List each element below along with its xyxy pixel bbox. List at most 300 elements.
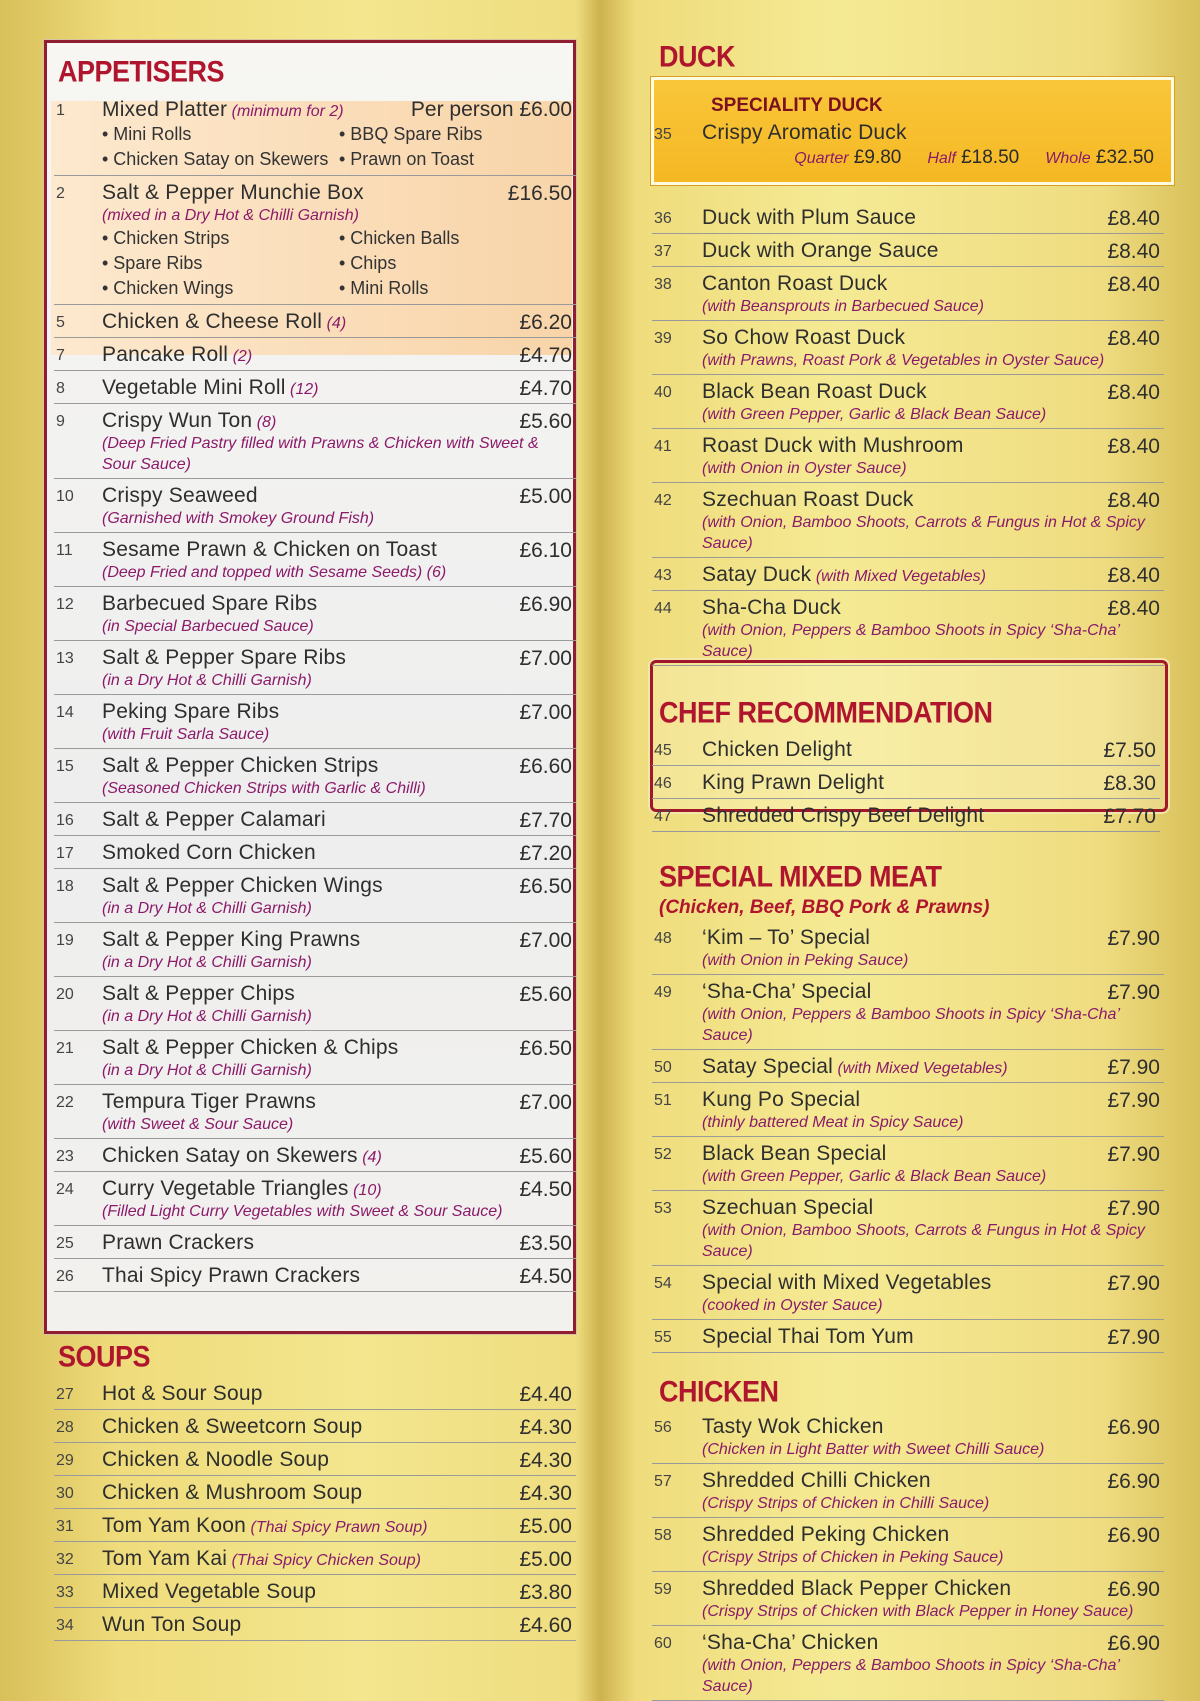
menu-item <box>54 836 576 869</box>
item-note: (with Prawns, Roast Pork & Vegetables in Oyster Sauce) <box>702 352 1105 369</box>
item-name: Duck with Orange Sauce <box>702 239 939 262</box>
whole-label: Whole <box>1045 150 1091 167</box>
menu-item <box>54 695 576 749</box>
menu-item <box>54 479 576 533</box>
menu-item <box>652 1410 1164 1464</box>
item-price: £6.50 <box>519 1037 572 1060</box>
menu-item <box>54 533 576 587</box>
item-price: £6.60 <box>519 755 572 778</box>
menu-item <box>54 338 576 371</box>
item-name: Shredded Chilli Chicken <box>702 1469 931 1492</box>
item-price: £5.60 <box>519 410 572 433</box>
item-note: (in a Dry Hot & Chilli Garnish) <box>102 1062 312 1079</box>
chef-section <box>652 696 1164 832</box>
item-note: (Seasoned Chicken Strips with Garlic & Chilli) <box>102 780 426 797</box>
item-price: £5.00 <box>519 485 572 508</box>
item-price: £5.60 <box>519 983 572 1006</box>
duck-list <box>652 201 1164 666</box>
item-note: (with Sweet & Sour Sauce) <box>102 1116 294 1133</box>
item-price: £7.70 <box>1103 805 1156 828</box>
item-note: (Garnished with Smokey Ground Fish) <box>102 510 375 527</box>
bullet: • Chicken Strips <box>102 228 230 248</box>
item-name: Black Bean Special <box>702 1142 887 1165</box>
item-price: £7.90 <box>1107 1143 1160 1166</box>
item-name: Barbecued Spare Ribs <box>102 592 318 615</box>
item-name: Thai Spicy Prawn Crackers <box>102 1264 361 1287</box>
item-name: Salt & Pepper Spare Ribs <box>102 646 347 669</box>
menu-item <box>54 869 576 923</box>
item-note: (with Green Pepper, Garlic & Black Bean Sauce) <box>702 1168 1047 1185</box>
item-note: (with Onion, Bamboo Shoots, Carrots & Fungus in Hot & Spicy Sauce) <box>702 514 1145 552</box>
item-number: 18 <box>56 878 74 895</box>
item-price: £16.50 <box>507 182 572 205</box>
item-note: (Deep Fried and topped with Sesame Seeds) (6) <box>102 564 447 581</box>
item-name: Salt & Pepper Munchie Box <box>102 181 364 204</box>
item-inline-note: (with Mixed Vegetables) <box>837 1060 1008 1077</box>
item-note: (thinly battered Meat in Spicy Sauce) <box>702 1114 964 1131</box>
bullet: • Chips <box>339 253 397 273</box>
item-number: 41 <box>654 438 672 455</box>
item-number: 52 <box>654 1146 672 1163</box>
item-number: 36 <box>654 210 672 227</box>
bullet: • Chicken Wings <box>102 278 234 298</box>
item-price: £3.50 <box>519 1232 572 1255</box>
item-name: ‘Kim – To’ Special <box>702 926 871 949</box>
item-price: £7.90 <box>1107 1326 1160 1349</box>
item-price: £6.90 <box>519 593 572 616</box>
bullet: • Spare Ribs <box>102 253 203 273</box>
bullet: • Chicken Balls <box>339 228 460 248</box>
bullet: • Prawn on Toast <box>339 149 475 169</box>
soups-list <box>54 1377 576 1641</box>
item-number: 33 <box>56 1584 74 1601</box>
item-number: 13 <box>56 650 74 667</box>
item-inline-note: (2) <box>232 348 253 365</box>
item-name: Tasty Wok Chicken <box>702 1415 884 1438</box>
item-price: £7.50 <box>1103 739 1156 762</box>
item-price: £7.00 <box>519 647 572 670</box>
menu-item <box>54 404 576 479</box>
item-price: £7.00 <box>519 1091 572 1114</box>
item-note: (with Fruit Sarla Sauce) <box>102 726 270 743</box>
item-note: (with Beansprouts in Barbecued Sauce) <box>702 298 984 315</box>
item-number: 11 <box>56 542 73 559</box>
menu-item <box>652 234 1164 267</box>
item-price: £4.30 <box>519 1449 572 1472</box>
item-name: Shredded Crispy Beef Delight <box>702 804 985 827</box>
item-number: 9 <box>56 413 65 430</box>
item-name: Chicken Delight <box>702 738 853 761</box>
item-number: 32 <box>56 1551 74 1568</box>
bullet: • Mini Rolls <box>339 278 429 298</box>
menu-item <box>54 96 576 176</box>
item-number: 55 <box>654 1329 672 1346</box>
menu-item <box>54 1476 576 1509</box>
menu-item <box>54 176 576 305</box>
item-price: £6.10 <box>519 539 572 562</box>
item-price: £8.40 <box>1107 597 1160 620</box>
item-name: Satay Duck <box>702 563 812 586</box>
item-name: Roast Duck with Mushroom <box>702 434 964 457</box>
item-price: £8.40 <box>1107 381 1160 404</box>
soups-title: SOUPS <box>58 1340 151 1373</box>
menu-item <box>54 641 576 695</box>
item-note: (with Onion, Peppers & Bamboo Shoots in Spicy ‘Sha-Cha’ Sauce) <box>702 1006 1120 1044</box>
item-note: (with Onion, Bamboo Shoots, Carrots & Fungus in Hot & Spicy Sauce) <box>702 1222 1145 1260</box>
item-name: Chicken & Mushroom Soup <box>102 1481 363 1504</box>
item-number: 45 <box>654 742 672 759</box>
item-price: £4.70 <box>519 377 572 400</box>
item-name: King Prawn Delight <box>702 771 885 794</box>
item-number: 53 <box>654 1200 672 1217</box>
item-number: 16 <box>56 812 74 829</box>
bullet: • Mini Rolls <box>102 124 192 144</box>
item-number: 1 <box>56 102 65 119</box>
item-price: £4.50 <box>519 1265 572 1288</box>
duck-sizes <box>702 147 1160 169</box>
item-price: £3.80 <box>519 1581 572 1604</box>
item-price: £8.40 <box>1107 564 1160 587</box>
menu-item <box>652 921 1164 975</box>
item-number: 21 <box>56 1040 74 1057</box>
menu-item <box>54 1410 576 1443</box>
item-name: Sesame Prawn & Chicken on Toast <box>102 538 437 561</box>
item-name: Curry Vegetable Triangles <box>102 1177 349 1200</box>
menu-item <box>54 1608 576 1641</box>
item-name: Wun Ton Soup <box>102 1613 242 1636</box>
item-number: 15 <box>56 758 74 775</box>
menu-item <box>54 1085 576 1139</box>
item-name: Vegetable Mini Roll <box>102 376 286 399</box>
item-note: (cooked in Oyster Sauce) <box>702 1297 883 1314</box>
item-number: 10 <box>56 488 74 505</box>
item-name: ‘Sha-Cha’ Chicken <box>702 1631 879 1654</box>
quarter-value: £9.80 <box>853 147 902 168</box>
item-name: Szechuan Special <box>702 1196 874 1219</box>
item-name: Salt & Pepper Chicken Strips <box>102 754 379 777</box>
item-number: 19 <box>56 932 74 949</box>
item-name: Peking Spare Ribs <box>102 700 280 723</box>
item-name: Shredded Black Pepper Chicken <box>702 1577 1012 1600</box>
item-name: Special Thai Tom Yum <box>702 1325 914 1348</box>
menu-item <box>54 749 576 803</box>
item-name: So Chow Roast Duck <box>702 326 906 349</box>
item-price: £8.40 <box>1107 207 1160 230</box>
menu-item <box>652 1191 1164 1266</box>
item-price: £7.00 <box>519 701 572 724</box>
item-name: Crispy Seaweed <box>102 484 258 507</box>
menu-item <box>652 267 1164 321</box>
item-inline-note: (4) <box>326 315 347 332</box>
item-name: Satay Special <box>702 1055 834 1078</box>
item-number: 57 <box>654 1473 672 1490</box>
menu-item <box>54 923 576 977</box>
item-price: £4.70 <box>519 344 572 367</box>
item-number: 44 <box>654 600 672 617</box>
item-note: (with Onion in Oyster Sauce) <box>702 460 907 477</box>
item-price: £4.30 <box>519 1482 572 1505</box>
item-name: Chicken Satay on Skewers <box>102 1144 358 1167</box>
mixed-subtitle: (Chicken, Beef, BBQ Pork & Prawns) <box>659 897 990 918</box>
whole-price <box>1045 147 1154 169</box>
item-note: (Chicken in Light Batter with Sweet Chilli Sauce) <box>702 1441 1045 1458</box>
menu-item <box>54 977 576 1031</box>
menu-item <box>54 803 576 836</box>
item-inline-note: (12) <box>290 381 319 398</box>
half-price <box>927 147 1019 169</box>
item-number: 26 <box>56 1268 74 1285</box>
item-price: £6.50 <box>519 875 572 898</box>
item-price: £8.40 <box>1107 240 1160 263</box>
item-note: (in Special Barbecued Sauce) <box>102 618 314 635</box>
item-number: 50 <box>654 1059 672 1076</box>
item-number: 54 <box>654 1275 672 1292</box>
item-name: Salt & Pepper Chicken & Chips <box>102 1036 399 1059</box>
item-name: Kung Po Special <box>702 1088 861 1111</box>
item-number: 30 <box>56 1485 74 1502</box>
item-name: Mixed Platter <box>102 98 228 121</box>
item-note: (in a Dry Hot & Chilli Garnish) <box>102 1008 312 1025</box>
item-name: Canton Roast Duck <box>702 272 888 295</box>
item-inline-note: (8) <box>256 414 277 431</box>
item-number: 29 <box>56 1452 74 1469</box>
menu-item <box>652 1266 1164 1320</box>
item-number: 48 <box>654 930 672 947</box>
item-number: 5 <box>56 314 65 331</box>
item-name: Pancake Roll <box>102 343 229 366</box>
item-note: (with Onion, Peppers & Bamboo Shoots in Spicy ‘Sha-Cha’ Sauce) <box>702 622 1120 660</box>
item-number: 46 <box>654 775 672 792</box>
item-name: Salt & Pepper Chips <box>102 982 295 1005</box>
menu-item <box>652 1518 1164 1572</box>
item-name: Hot & Sour Soup <box>102 1382 263 1405</box>
item-name: Salt & Pepper Chicken Wings <box>102 874 383 897</box>
bullet: • Chicken Satay on Skewers <box>102 149 329 169</box>
item-name: Mixed Vegetable Soup <box>102 1580 317 1603</box>
item-number: 47 <box>654 808 672 825</box>
item-number: 38 <box>654 276 672 293</box>
item-note: (Filled Light Curry Vegetables with Sweet & Sour Sauce) <box>102 1203 503 1220</box>
menu-item <box>54 1575 576 1608</box>
item-price: £6.90 <box>1107 1632 1160 1655</box>
chicken-list <box>652 1410 1164 1701</box>
appetisers-list <box>54 305 576 1292</box>
menu-item <box>54 1139 576 1172</box>
item-price: £7.90 <box>1107 1272 1160 1295</box>
menu-item <box>54 1443 576 1476</box>
item-number: 23 <box>56 1148 74 1165</box>
quarter-label: Quarter <box>794 150 849 167</box>
item-price: £8.40 <box>1107 435 1160 458</box>
half-label: Half <box>927 150 956 167</box>
item-note: (in a Dry Hot & Chilli Garnish) <box>102 672 312 689</box>
item-name: Black Bean Roast Duck <box>702 380 927 403</box>
item-number: 49 <box>654 984 672 1001</box>
item-price: Per person £6.00 <box>410 98 572 121</box>
item-name: Crispy Wun Ton <box>102 409 253 432</box>
right-column <box>652 40 1164 1701</box>
menu-item <box>54 1031 576 1085</box>
item-note: (with Onion in Peking Sauce) <box>702 952 909 969</box>
item-number: 24 <box>56 1181 74 1198</box>
item-note: (Deep Fried Pastry filled with Prawns & Chicken with Sweet & Sour Sauce) <box>102 435 539 473</box>
menu-item <box>54 305 576 338</box>
menu-item <box>54 1259 576 1292</box>
appetisers-title: APPETISERS <box>58 55 225 88</box>
item-price: £4.30 <box>519 1416 572 1439</box>
duck-title: DUCK <box>659 40 735 73</box>
bullet-row <box>102 122 576 147</box>
whole-value: £32.50 <box>1095 147 1154 168</box>
item-price: £6.90 <box>1107 1470 1160 1493</box>
chef-title: CHEF RECOMMENDATION <box>659 696 993 729</box>
item-number: 56 <box>654 1419 672 1436</box>
item-note: (with Green Pepper, Garlic & Black Bean Sauce) <box>702 406 1047 423</box>
item-note: (with Onion, Peppers & Bamboo Shoots in Spicy ‘Sha-Cha’ Sauce) <box>702 1657 1120 1695</box>
item-number: 28 <box>56 1419 74 1436</box>
chef-list <box>652 733 1160 832</box>
item-number: 40 <box>654 384 672 401</box>
item-name: Tempura Tiger Prawns <box>102 1090 317 1113</box>
mixed-list <box>652 921 1164 1353</box>
item-price: £7.90 <box>1107 1056 1160 1079</box>
item-inline-note: (4) <box>362 1149 382 1166</box>
mixed-title: SPECIAL MIXED MEAT <box>659 860 942 893</box>
menu-item <box>652 975 1164 1050</box>
item-note: (in a Dry Hot & Chilli Garnish) <box>102 954 312 971</box>
menu-item <box>54 1226 576 1259</box>
item-name: Smoked Corn Chicken <box>102 841 316 864</box>
menu-item <box>54 371 576 404</box>
item-name: Chicken & Sweetcorn Soup <box>102 1415 363 1438</box>
menu-item <box>652 766 1160 799</box>
item-note: (mixed in a Dry Hot & Chilli Garnish) <box>102 207 359 224</box>
item-price: £6.90 <box>1107 1524 1160 1547</box>
item-note: (in a Dry Hot & Chilli Garnish) <box>102 900 312 917</box>
item-number: 39 <box>654 330 672 347</box>
menu-item <box>652 591 1164 666</box>
item-inline-note: (Thai Spicy Prawn Soup) <box>250 1519 428 1536</box>
menu-item <box>652 1626 1164 1701</box>
item-number: 22 <box>56 1094 74 1111</box>
item-name: Duck with Plum Sauce <box>702 206 917 229</box>
item-number: 42 <box>654 492 672 509</box>
item-price: £8.40 <box>1107 327 1160 350</box>
item-number: 12 <box>56 596 74 613</box>
quarter-price <box>794 147 901 169</box>
menu-item <box>54 1509 576 1542</box>
item-number: 43 <box>654 567 672 584</box>
bullet-row <box>102 251 576 276</box>
item-number: 51 <box>654 1092 672 1109</box>
item-number: 58 <box>654 1527 672 1544</box>
item-number: 27 <box>56 1386 74 1403</box>
item-price: £7.90 <box>1107 1089 1160 1112</box>
item-price: £7.90 <box>1107 981 1160 1004</box>
item-number: 14 <box>56 704 74 721</box>
menu-item <box>652 799 1160 832</box>
item-note: (Crispy Strips of Chicken with Black Pepper in Honey Sauce) <box>702 1603 1134 1620</box>
item-number: 20 <box>56 986 74 1003</box>
item-note: (Crispy Strips of Chicken in Peking Sauce) <box>702 1549 1004 1566</box>
item-name: Prawn Crackers <box>102 1231 255 1254</box>
item-price: £4.40 <box>519 1383 572 1406</box>
menu-item <box>652 201 1164 234</box>
speciality-duck <box>652 85 1164 193</box>
menu-item <box>652 733 1160 766</box>
bullet: • BBQ Spare Ribs <box>339 124 483 144</box>
menu-item <box>652 1464 1164 1518</box>
item-number: 25 <box>56 1235 74 1252</box>
item-inline-note: (minimum for 2) <box>231 103 344 120</box>
item-name: Shredded Peking Chicken <box>702 1523 950 1546</box>
item-number: 2 <box>56 185 65 202</box>
speciality-duck-title: SPECIALITY DUCK <box>711 95 883 116</box>
item-price: £7.90 <box>1107 927 1160 950</box>
item-price: £6.90 <box>1107 1578 1160 1601</box>
bullet-row <box>102 226 576 251</box>
half-value: £18.50 <box>961 147 1020 168</box>
item-name: Special with Mixed Vegetables <box>702 1271 992 1294</box>
item-inline-note: (Thai Spicy Chicken Soup) <box>231 1552 422 1569</box>
menu-item <box>652 1137 1164 1191</box>
item-price: £5.00 <box>519 1548 572 1571</box>
item-number: 59 <box>654 1581 672 1598</box>
chicken-title: CHICKEN <box>659 1375 779 1408</box>
menu-item <box>652 558 1164 591</box>
item-price: £7.20 <box>519 842 572 865</box>
item-price: £6.90 <box>1107 1416 1160 1439</box>
item-price: £8.40 <box>1107 273 1160 296</box>
item-price: £5.60 <box>519 1145 572 1168</box>
item-name: ‘Sha-Cha’ Special <box>702 980 872 1003</box>
item-price: £7.90 <box>1107 1197 1160 1220</box>
menu-item <box>54 1172 576 1226</box>
item-name: Chicken & Cheese Roll <box>102 310 323 333</box>
item-name: Szechuan Roast Duck <box>702 488 914 511</box>
item-price: £5.00 <box>519 1515 572 1538</box>
item-price: £4.60 <box>519 1614 572 1637</box>
item-price: £4.50 <box>519 1178 572 1201</box>
item-note: (Crispy Strips of Chicken in Chilli Sauce) <box>702 1495 990 1512</box>
item-number: 60 <box>654 1635 672 1652</box>
menu-item <box>652 1572 1164 1626</box>
item-inline-note: (10) <box>353 1182 382 1199</box>
menu-item <box>652 483 1164 558</box>
item-price: £8.40 <box>1107 489 1160 512</box>
menu-item <box>652 117 1160 172</box>
menu-item <box>54 1542 576 1575</box>
item-price: £7.00 <box>519 929 572 952</box>
item-name: Tom Yam Kai <box>102 1547 228 1570</box>
bullet-row <box>102 276 576 301</box>
item-name: Tom Yam Koon <box>102 1514 247 1537</box>
item-price: £6.20 <box>519 311 572 334</box>
item-name: Salt & Pepper Calamari <box>102 808 326 831</box>
item-number: 37 <box>654 243 672 260</box>
menu-item <box>652 375 1164 429</box>
item-number: 7 <box>56 347 65 364</box>
menu-item <box>54 1377 576 1410</box>
menu-item <box>54 587 576 641</box>
menu-item <box>652 1050 1164 1083</box>
item-number: 34 <box>56 1617 74 1634</box>
menu-item <box>652 321 1164 375</box>
left-column <box>54 41 576 1641</box>
menu-item <box>652 1083 1164 1137</box>
item-inline-note: (with Mixed Vegetables) <box>815 568 986 585</box>
menu-item <box>652 1320 1164 1353</box>
